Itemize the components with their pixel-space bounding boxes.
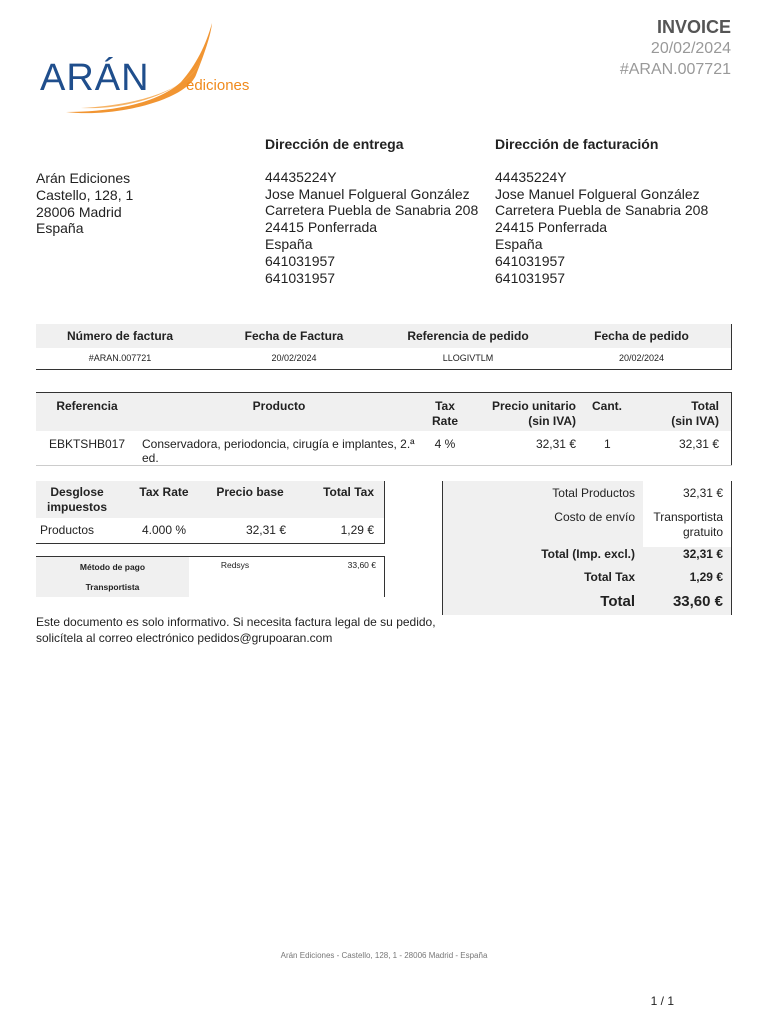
invoice-number-cell: #ARAN.007721: [36, 348, 204, 369]
products-table: [36, 392, 732, 466]
column-header: Fecha de Factura: [204, 324, 384, 348]
aran-logo: [36, 20, 266, 120]
column-header: Referencia de pedido: [384, 324, 552, 348]
column-header-qty: Cant.: [580, 393, 632, 431]
order-reference-cell: LLOGIVTLM: [384, 348, 552, 369]
column-header-price: [470, 393, 580, 431]
column-header-price-line: (sin IVA): [528, 414, 576, 428]
delivery-heading: Dirección de entrega: [265, 136, 404, 152]
delivery-line: 24415 Ponferrada: [265, 219, 378, 236]
billing-line: 24415 Ponferrada: [495, 219, 608, 236]
product-qty-cell: 1: [580, 431, 632, 466]
table-row: [36, 557, 385, 577]
totals-total-label: Total: [600, 593, 635, 610]
table-row: [36, 431, 732, 466]
payment-method-label: Método de pago: [36, 557, 189, 577]
tax-total-cell: 1,29 €: [290, 518, 385, 543]
delivery-line: Carretera Puebla de Sanabria 208: [265, 202, 479, 219]
product-total-cell: 32,31 €: [632, 431, 732, 466]
column-header-total-line: Total: [691, 399, 719, 413]
billing-line: España: [495, 235, 543, 252]
totals-shipping-value-line: gratuito: [682, 525, 723, 539]
column-header-price-line: Precio unitario: [491, 399, 576, 413]
column-header: Precio base: [210, 481, 290, 518]
table-header-row: [36, 481, 385, 518]
delivery-line: 641031957: [265, 269, 336, 286]
shop-address-line: Arán Ediciones: [36, 170, 131, 186]
billing-heading: Dirección de facturación: [495, 136, 659, 152]
column-header-product: Producto: [138, 393, 420, 431]
billing-line: 641031957: [495, 252, 566, 269]
totals-total-value: 33,60 €: [672, 593, 723, 610]
billing-line: Jose Manuel Folgueral González: [495, 185, 700, 202]
table-header-row: [36, 324, 732, 348]
carrier-value: [189, 577, 281, 597]
totals-products-value: 32,31 €: [682, 486, 723, 500]
legal-note: [36, 614, 436, 646]
tax-base-cell: 32,31 €: [210, 518, 290, 543]
carrier-label: Transportista: [36, 577, 189, 597]
table-header-row: [36, 393, 732, 431]
billing-line: 641031957: [495, 269, 566, 286]
totals-products-label: Total Productos: [552, 486, 635, 500]
column-header: Tax Rate: [118, 481, 210, 518]
page-number: 1 / 1: [650, 994, 674, 1008]
invoice-date-cell: 20/02/2024: [204, 348, 384, 369]
logo-brand: ARÁN: [40, 57, 150, 99]
legal-note-line: Este documento es solo informativo. Si necesita factura legal de su pedido,: [36, 615, 436, 629]
product-ref-cell: EBKTSHB017: [36, 431, 138, 466]
column-header-total: [632, 393, 732, 431]
product-tax-cell: 4 %: [420, 431, 470, 466]
product-name-cell: Conservadora, periodoncia, cirugía e implantes, 2.ª ed.: [138, 431, 420, 466]
totals-shipping-value-line: Transportista: [653, 510, 723, 524]
column-header: Número de factura: [36, 324, 204, 348]
payment-method-amount: 33,60 €: [281, 557, 385, 577]
billing-address: [495, 136, 708, 286]
column-header-tax-line: Tax: [435, 399, 455, 413]
totals-shipping-label: Costo de envío: [554, 510, 635, 524]
delivery-line: 641031957: [265, 252, 336, 269]
totals-box: [442, 481, 732, 615]
tax-type-cell: Productos: [36, 518, 118, 543]
shop-address-line: España: [36, 220, 84, 237]
totals-tax-value: 1,29 €: [689, 570, 723, 584]
column-header-ref: Referencia: [36, 393, 138, 431]
payment-method-value: Redsys: [220, 560, 250, 570]
totals-excl-label: Total (Imp. excl.): [541, 547, 635, 561]
totals-excl-value: 32,31 €: [682, 547, 723, 561]
delivery-line: 44435224Y: [265, 168, 337, 185]
shop-address-line: 28006 Madrid: [36, 203, 122, 220]
order-date-cell: 20/02/2024: [552, 348, 732, 369]
table-row: [36, 518, 385, 543]
product-price-cell: 32,31 €: [470, 431, 580, 466]
table-row: [36, 348, 732, 369]
logo-sub: ediciones: [186, 77, 250, 94]
tax-rate-cell: 4.000 %: [118, 518, 210, 543]
column-header-tax: [420, 393, 470, 431]
invoice-number: #ARAN.007721: [619, 61, 731, 78]
column-header: Fecha de pedido: [552, 324, 732, 348]
column-header-tax-line: Rate: [431, 414, 458, 428]
tax-breakdown-table: [36, 481, 385, 544]
footer-address: Arán Ediciones - Castello, 128, 1 - 28006 Madrid - España: [280, 951, 488, 960]
invoice-header: [620, 16, 731, 80]
column-header: Total Tax: [290, 481, 385, 518]
delivery-line: Jose Manuel Folgueral González: [265, 185, 470, 202]
totals-shipping-value: [641, 510, 723, 540]
shop-address-line: Castello, 128, 1: [36, 186, 134, 203]
billing-line: 44435224Y: [495, 168, 567, 185]
table-row: [36, 577, 385, 597]
billing-line: Carretera Puebla de Sanabria 208: [495, 202, 709, 219]
carrier-amount: [281, 577, 385, 597]
column-header-total-line: (sin IVA): [671, 414, 719, 428]
delivery-address: [265, 136, 478, 286]
invoice-title: INVOICE: [656, 17, 731, 37]
invoice-date: 20/02/2024: [650, 40, 731, 57]
payment-table: [36, 556, 385, 597]
shop-address: [36, 170, 133, 237]
column-header: Desglose impuestos: [36, 481, 118, 518]
delivery-line: España: [265, 235, 313, 252]
legal-note-line: solicítela al correo electrónico pedidos@grupoaran.com: [36, 631, 333, 645]
invoice-info-table: [36, 324, 732, 370]
totals-tax-label: Total Tax: [584, 570, 635, 584]
